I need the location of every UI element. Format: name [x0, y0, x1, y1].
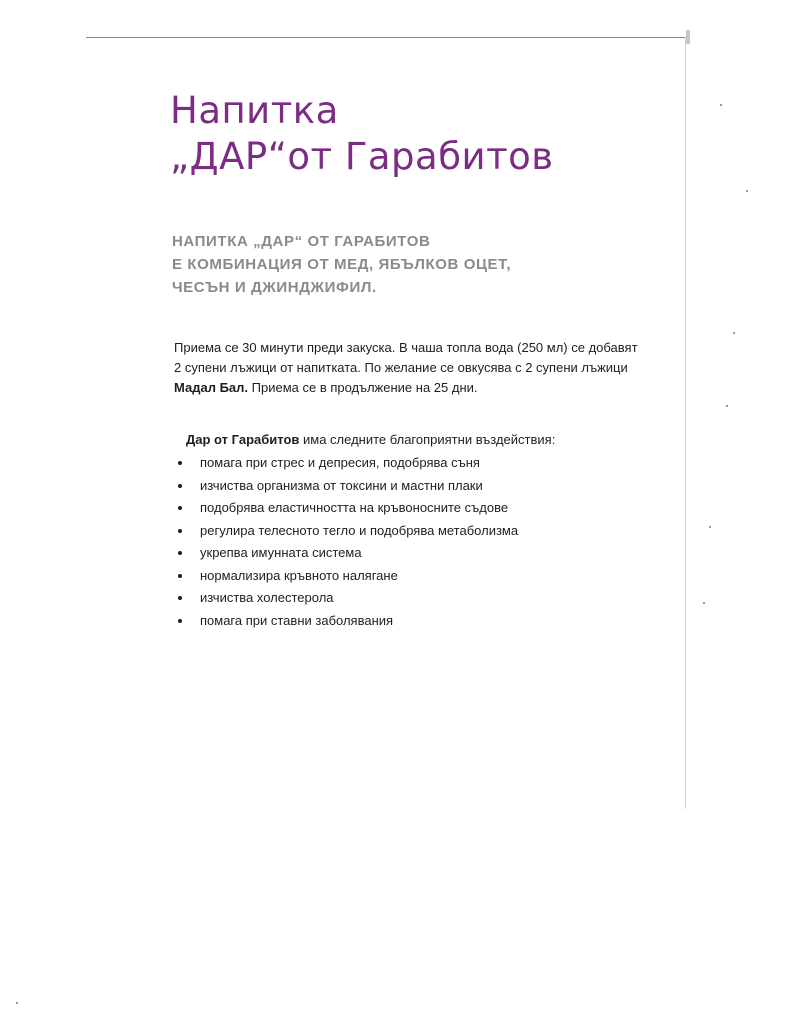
list-item-text: подобрява еластичността на кръвоносните съдове — [200, 500, 509, 515]
bullet-icon — [178, 461, 182, 465]
subtitle — [172, 230, 511, 299]
page-fold-shadow — [686, 30, 690, 44]
benefits-list — [178, 452, 518, 632]
title-line-1: Напитка — [170, 89, 339, 132]
page-top-edge — [86, 37, 686, 38]
scan-speck — [709, 526, 711, 528]
list-item-text: помага при стрес и депресия, подобрява съня — [200, 455, 480, 470]
scan-speck — [746, 190, 748, 192]
title-line-2: „ДАР“от Гарабитов — [170, 135, 554, 178]
list-item — [178, 542, 518, 565]
intro-product-name: Мадал Бал. — [174, 380, 249, 395]
list-item-text: регулира телесното тегло и подобрява метаболизма — [200, 522, 519, 538]
list-item — [178, 610, 518, 633]
list-item-text: изчиства холестерола — [200, 590, 334, 605]
intro-paragraph — [174, 338, 644, 398]
scan-speck — [726, 405, 728, 407]
list-item-text: изчиства организма от токсини и мастни плаки — [200, 477, 483, 493]
benefits-heading-text: има следните благоприятни въздействия: — [299, 432, 556, 447]
subtitle-line-2: Е КОМБИНАЦИЯ ОТ МЕД, ЯБЪЛКОВ ОЦЕТ, — [172, 256, 512, 273]
subtitle-line-3: ЧЕСЪН И ДЖИНДЖИФИЛ. — [172, 279, 377, 296]
scan-speck — [720, 104, 722, 106]
list-item — [178, 520, 518, 543]
subtitle-line-1: НАПИТКА „ДАР“ ОТ ГАРАБИТОВ — [172, 233, 431, 250]
bullet-icon — [178, 529, 182, 533]
scan-speck — [733, 332, 735, 334]
benefits-heading — [186, 430, 555, 450]
list-item — [178, 497, 518, 520]
list-item — [178, 475, 518, 498]
scan-speck — [16, 1002, 18, 1004]
list-item-text: нормализира кръвното налягане — [200, 567, 398, 583]
list-item-text: помага при ставни заболявания — [200, 612, 394, 628]
bullet-icon — [178, 484, 182, 488]
list-item — [178, 452, 518, 475]
list-item-text: укрепва имунната система — [200, 545, 362, 560]
bullet-icon — [178, 506, 182, 510]
page-title — [170, 88, 554, 180]
bullet-icon — [178, 596, 182, 600]
bullet-icon — [178, 574, 182, 578]
intro-text-end: Приема се в продължение на 25 дни. — [248, 380, 478, 395]
bullet-icon — [178, 619, 182, 623]
list-item — [178, 587, 518, 610]
intro-text: Приема се 30 минути преди закуска. В чаша топла вода (250 мл) се добавят 2 супени лъжици от напитката. По желание се овкусява с 2 супени лъжици — [174, 340, 638, 375]
benefits-heading-product: Дар от Гарабитов — [186, 432, 300, 447]
page-right-edge — [685, 37, 686, 809]
bullet-icon — [178, 551, 182, 555]
list-item — [178, 565, 518, 588]
scan-speck — [703, 602, 705, 604]
